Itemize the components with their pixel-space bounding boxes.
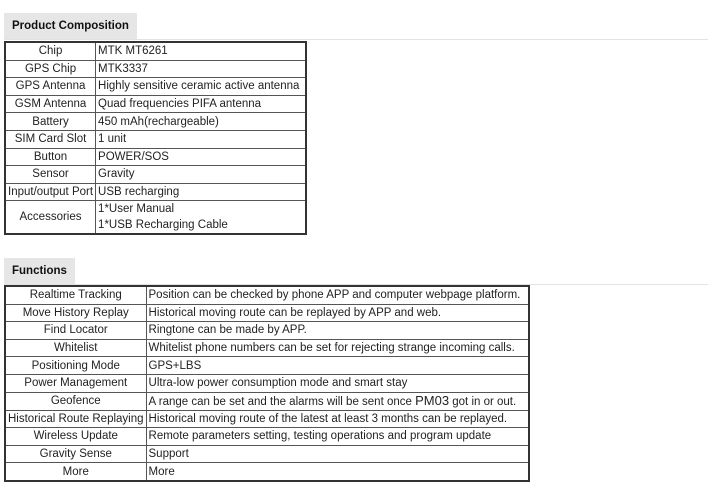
row-value: Ringtone can be made by APP. [146, 322, 529, 340]
row-label: GPS Antenna [5, 78, 96, 96]
table-row [5, 410, 529, 428]
table-row [5, 183, 306, 201]
functions-title: Functions [4, 258, 75, 284]
table-row [5, 339, 529, 357]
row-label: Positioning Mode [5, 357, 146, 375]
accessory-item: 1*USB Recharging Cable [98, 219, 228, 232]
row-value: Historical moving route can be replayed by APP and web. [146, 304, 529, 322]
table-row [5, 130, 306, 148]
row-value: GPS+LBS [146, 357, 529, 375]
row-label: Battery [5, 113, 96, 131]
composition-table [4, 41, 307, 235]
row-label: Historical Route Replaying [5, 410, 146, 428]
table-row [5, 60, 306, 78]
row-value: MTK MT6261 [96, 42, 307, 60]
row-label: Gravity Sense [5, 445, 146, 463]
row-label: SIM Card Slot [5, 130, 96, 148]
table-row [5, 42, 306, 60]
row-label: Sensor [5, 166, 96, 184]
row-value: Gravity [96, 166, 307, 184]
geofence-text-pre: A range can be set and the alarms will be sent once [148, 395, 416, 408]
geofence-text-post: got in or out. [449, 395, 517, 408]
row-label: Input/output Port [5, 183, 96, 201]
row-value: USB recharging [96, 183, 307, 201]
row-value: More [146, 463, 529, 481]
functions-table [4, 285, 530, 482]
table-row [5, 113, 306, 131]
table-row [5, 322, 529, 340]
row-label: Chip [5, 42, 96, 60]
row-value: Position can be checked by phone APP and computer webpage platform. [146, 286, 529, 304]
row-value: Quad frequencies PIFA antenna [96, 95, 307, 113]
row-label: Wireless Update [5, 428, 146, 446]
row-label: More [5, 463, 146, 481]
table-row [5, 95, 306, 113]
composition-header [4, 13, 708, 40]
table-row [5, 78, 306, 96]
table-row [5, 357, 529, 375]
row-value: Highly sensitive ceramic active antenna [96, 78, 307, 96]
row-label: Move History Replay [5, 304, 146, 322]
row-value: 450 mAh(rechargeable) [96, 113, 307, 131]
row-label: Find Locator [5, 322, 146, 340]
table-row [5, 201, 306, 235]
row-value: Historical moving route of the latest at least 3 months can be replayed. [146, 410, 529, 428]
composition-title: Product Composition [4, 13, 137, 39]
model-name: PM03 [415, 392, 450, 408]
row-value: Support [146, 445, 529, 463]
row-label: Whitelist [5, 339, 146, 357]
table-row [5, 392, 529, 410]
row-label: Geofence [5, 392, 146, 410]
table-row [5, 445, 529, 463]
row-value: Remote parameters setting, testing operations and program update [146, 428, 529, 446]
table-row [5, 286, 529, 304]
table-row [5, 374, 529, 392]
table-row [5, 428, 529, 446]
accessory-item: 1*User Manual [98, 203, 175, 216]
row-value: 1 unit [96, 130, 307, 148]
table-row [5, 166, 306, 184]
row-label: GSM Antenna [5, 95, 96, 113]
row-value: MTK3337 [96, 60, 307, 78]
table-row [5, 304, 529, 322]
functions-header [4, 258, 708, 285]
row-label: Button [5, 148, 96, 166]
row-value: Whitelist phone numbers can be set for rejecting strange incoming calls. [146, 339, 529, 357]
row-label: Power Management [5, 374, 146, 392]
accessories-value [96, 201, 307, 235]
row-value: POWER/SOS [96, 148, 307, 166]
table-row [5, 148, 306, 166]
row-value: Ultra-low power consumption mode and smart stay [146, 374, 529, 392]
table-row [5, 463, 529, 481]
row-label: Accessories [5, 201, 96, 235]
row-label: GPS Chip [5, 60, 96, 78]
geofence-value [146, 392, 529, 410]
row-label: Realtime Tracking [5, 286, 146, 304]
